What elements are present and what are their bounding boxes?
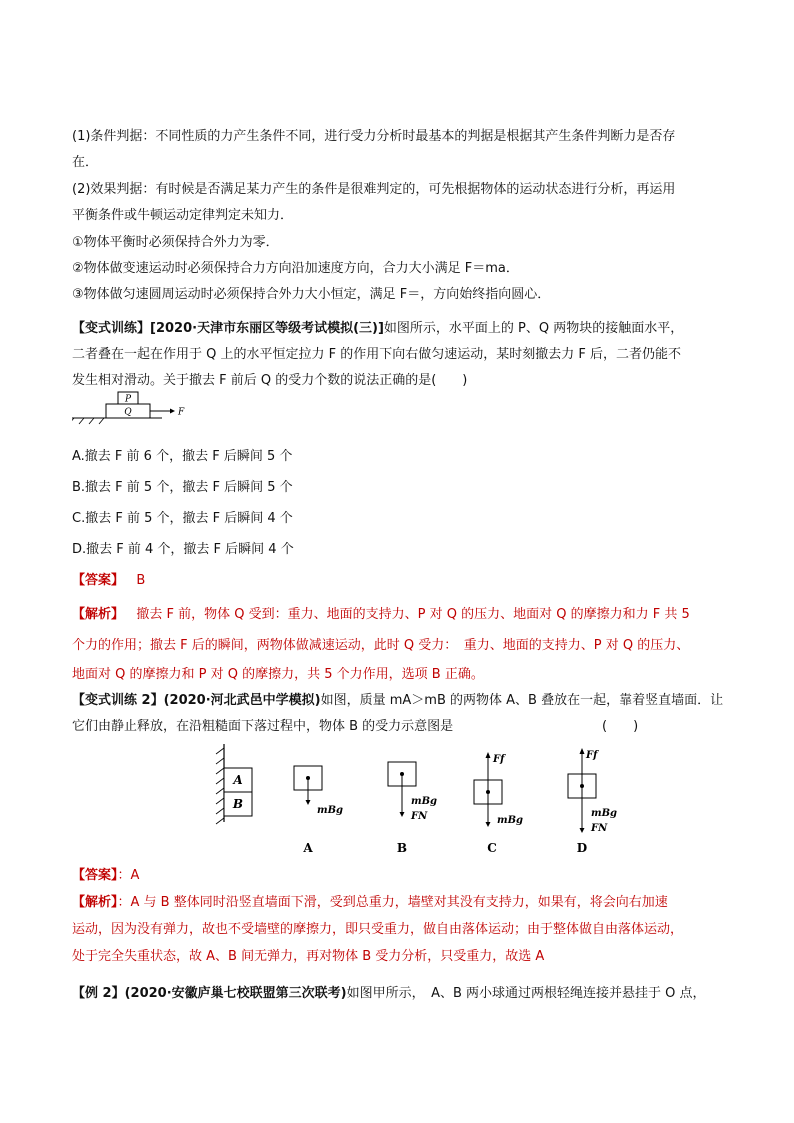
normal-force-label: FN (411, 811, 428, 822)
answer-line (72, 867, 139, 884)
option-d: D.撤去 F 前 4 个，撤去 F 后瞬间 4 个 (72, 542, 294, 557)
analysis-line: 【解析】：A 与 B 整体同时沿竖直墙面下滑，受到总重力，墙壁对其没有支持力，如果有，将会向右加速 (72, 895, 668, 910)
figure-option-label: A (303, 841, 313, 855)
option-a: A.撤去 F 前 6 个，撤去 F 后瞬间 5 个 (72, 449, 293, 464)
text-line: 个力的作用；撤去 F 后的瞬间，两物体做减速运动，此时 Q 受力： 重力、地面的支持力、P 对 Q 的压力、 (72, 638, 690, 653)
block-a-label: A (233, 773, 243, 787)
text-line: ①物体平衡时必须保持合外力为零． (72, 235, 279, 250)
option-b: B.撤去 F 前 5 个，撤去 F 后瞬间 5 个 (72, 480, 293, 495)
friction-label: Ff (493, 754, 505, 765)
answer-label: 【答案】 (72, 573, 125, 588)
text-line: 地面对 Q 的摩擦力和 P 对 Q 的摩擦力，共 5 个力作用，选项 B 正确。 (72, 667, 484, 682)
block-p-label: P (124, 394, 132, 405)
question-tag: 【变式训练】 (72, 321, 151, 336)
weight-label: mBg (591, 808, 618, 819)
answer-value: B (136, 573, 146, 588)
example-2-stem: 【例 2】(2020·安徽庐巢七校联盟第三次联考)如图甲所示， A、B 两小球通过两根轻绳连接并悬挂于 O 点， (72, 986, 706, 1001)
question-tag: 【例 2】 (72, 986, 125, 1001)
text-line: ②物体做变速运动时必须保持合力方向沿加速度方向，合力大小满足 F＝ma． (72, 261, 519, 276)
question-source: (2020·河北武邑中学模拟) (163, 693, 321, 708)
text-line: 处于完全失重状态，故 A、B 间无弹力，再对物体 B 受力分析，只受重力，故选 A (72, 949, 545, 964)
question-2-stem: 【变式训练 2】(2020·河北武邑中学模拟)如图，质量 mA＞mB 的两物体 A、B 叠放在一起，靠着竖直墙面．让 (72, 693, 724, 708)
text-line: 在． (72, 155, 99, 170)
force-f-label: F (178, 407, 185, 418)
question-tag: 【变式训练 2】 (72, 693, 164, 708)
text-line: 二者叠在一起在作用于 Q 上的水平恒定拉力 F 的作用下向右做匀速运动，某时刻撤去力 F 后，二者仍能不 (72, 347, 681, 362)
text-line: (2)效果判据：有时候是否满足某力产生的条件是很难判定的，可先根据物体的运动状态进行分析，再运用 (72, 182, 676, 197)
figure-option-label: B (396, 841, 408, 855)
analysis-label: 【解析】 (72, 895, 118, 910)
normal-force-label: FN (591, 823, 608, 834)
block-q-label: Q (124, 407, 132, 418)
weight-label: mBg (411, 796, 438, 807)
weight-label: mBg (497, 815, 524, 826)
figure-option-label: D (576, 841, 588, 855)
analysis-line: 【解析】 撤去 F 前，物体 Q 受到：重力、地面的支持力、P 对 Q 的压力、地面对 Q 的摩擦力和力 F 共 5 (72, 607, 690, 622)
text-line: 发生相对滑动。关于撤去 F 前后 Q 的受力个数的说法正确的是( ) (72, 373, 468, 388)
question-source: [2020·天津市东丽区等级考试模拟(三)] (150, 321, 384, 336)
force-diagram-figure (200, 742, 620, 860)
text-line: (1)条件判据：不同性质的力产生条件不同，进行受力分析时最基本的判据是根据其产生条件判断力是否存 (72, 129, 676, 144)
question-source: (2020·安徽庐巢七校联盟第三次联考) (124, 986, 347, 1001)
analysis-label: 【解析】 (72, 607, 125, 622)
option-c: C.撤去 F 前 5 个，撤去 F 后瞬间 4 个 (72, 511, 293, 526)
answer-label: 【答案】 (72, 868, 118, 883)
text-line: 运动，因为没有弹力，故也不受墙壁的摩擦力，即只受重力，做自由落体运动；由于整体做自由落体运动， (72, 922, 684, 937)
friction-label: Ff (586, 750, 598, 761)
text-line: ③物体做匀速圆周运动时必须保持合外力大小恒定，满足 F＝，方向始终指向圆心． (72, 287, 551, 302)
answer-line (72, 572, 145, 589)
answer-value: ：A (117, 868, 140, 883)
text-line: 它们由静止释放，在沿粗糙面下落过程中，物体 B 的受力示意图是 ( ) (72, 719, 639, 734)
figure-option-label: C (487, 841, 497, 855)
pq-block-figure (72, 388, 192, 428)
question-1-stem: 【变式训练】[2020·天津市东丽区等级考试模拟(三)]如图所示，水平面上的 P、Q 两物块的接触面水平， (72, 321, 684, 336)
weight-label: mBg (317, 805, 344, 816)
text-line: 平衡条件或牛顿运动定律判定未知力． (72, 208, 294, 223)
block-b-label: B (232, 797, 244, 811)
